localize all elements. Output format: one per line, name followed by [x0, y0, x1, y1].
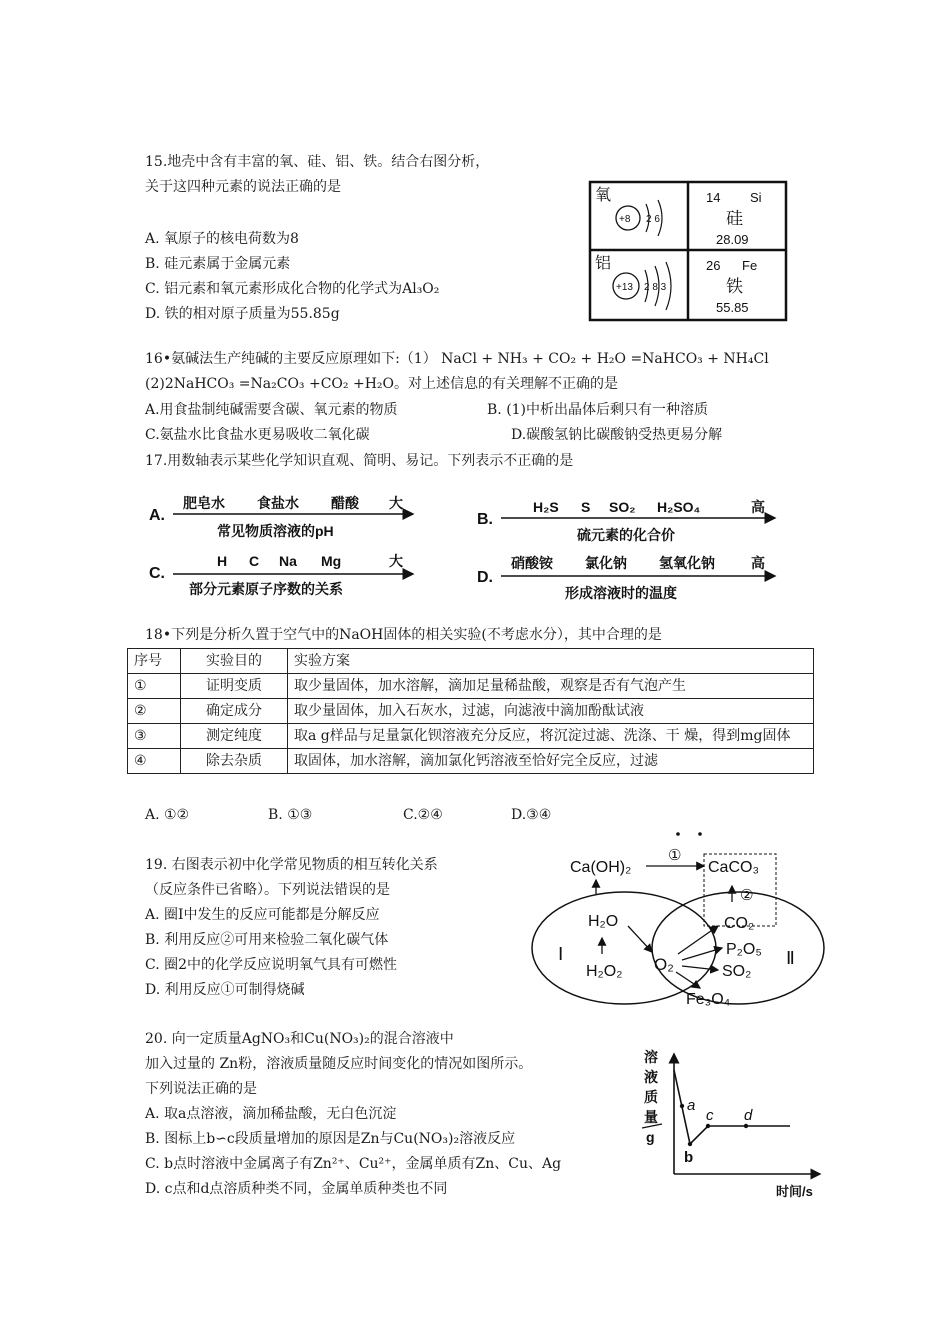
q19-option-a: A. 圈Ⅰ中发生的反应可能都是分解反应 — [145, 907, 380, 923]
axis-b-item-3: SO₂ — [609, 499, 636, 515]
header-index: 序号 — [128, 649, 181, 674]
experiment-table — [127, 648, 814, 774]
q20-option-c: C. b点时溶液中金属离子有Zn²⁺、Cu²⁺，金属单质有Zn、Cu、Ag — [145, 1156, 562, 1172]
axis-d-label: D. — [477, 569, 493, 586]
silicon-number: 14 — [706, 190, 721, 205]
q19-stem-line1: 19. 右图表示初中化学常见物质的相互转化关系 — [145, 857, 438, 873]
table-row — [128, 724, 814, 749]
aluminum-nucleus: +13 — [616, 282, 633, 293]
axis-a-item-3: 醋酸 — [331, 495, 359, 511]
q18-option-a: A. ①② — [145, 807, 190, 823]
axis-d-end: 高 — [751, 555, 765, 571]
header-purpose: 实验目的 — [181, 649, 288, 674]
ylabel-unit: g — [646, 1129, 655, 1145]
iron-mass: 55.85 — [716, 300, 749, 315]
p2o5-label: P₂O₅ — [726, 941, 762, 958]
ylabel-char-3: 质 — [644, 1089, 658, 1105]
silicon-symbol: Si — [750, 190, 762, 205]
q15-option-a: A. 氧原子的核电荷数为8 — [145, 231, 299, 247]
q16-option-c: C.氨盐水比食盐水更易吸收二氧化碳 — [145, 427, 370, 443]
axis-c-item-4: Mg — [321, 553, 342, 569]
aluminum-shells: 2 8 3 — [644, 282, 667, 293]
q18-stem: 18•下列是分析久置于空气中的NaOH固体的相关实验(不考虑水分），其中合理的是 — [145, 627, 662, 643]
q16-line1: 16•氨碱法生产纯碱的主要反应原理如下:（1） NaCl + NH₃ + CO₂ + H₂O =NaHCO₃ + NH₄Cl — [145, 351, 769, 367]
axis-d-caption: 形成溶液时的温度 — [565, 585, 677, 601]
q20-stem-line2: 加入过量的 Zn粉，溶液质量随反应时间变化的情况如图所示。 — [145, 1056, 533, 1072]
element-grid-figure — [588, 180, 788, 322]
q15-stem-line1: 15.地壳中含有丰富的氧、硅、铝、铁。结合右图分析， — [145, 154, 490, 170]
number-line-figure — [145, 486, 795, 606]
reaction-1-label: ① — [668, 847, 682, 864]
q19-stem-line2: （反应条件已省略）。下列说法错误的是 — [145, 882, 390, 898]
xlabel: 时间/s — [776, 1184, 813, 1199]
row-index: ② — [128, 699, 181, 724]
circle-1-label: Ⅰ — [558, 944, 564, 964]
point-c-label: c — [706, 1107, 714, 1124]
o2-label: O₂ — [654, 955, 674, 974]
oxygen-shells: 2 6 — [646, 214, 660, 225]
q16-line2: (2)2NaHCO₃ =Na₂CO₃ +CO₂ +H₂O。对上述信息的有关理解不正确的是 — [145, 376, 618, 392]
axis-d-item-3: 氢氧化钠 — [659, 555, 715, 571]
row-index: ③ — [128, 724, 181, 749]
iron-number: 26 — [706, 258, 721, 273]
q16-option-d: D.碳酸氢钠比碳酸钠受热更易分解 — [511, 427, 723, 443]
row-purpose: 证明变质 — [181, 674, 288, 699]
row-plan: 取a g样品与足量氯化钡溶液充分反应，将沉淀过滤、洗涤、干 燥，得到mg固体 — [288, 724, 814, 749]
point-b-label: b — [684, 1149, 694, 1166]
h2o2-label: H₂O₂ — [586, 963, 623, 980]
row-plan: 取少量固体，加水溶解，滴加足量稀盐酸，观察是否有气泡产生 — [288, 674, 814, 699]
table-header-row — [128, 649, 814, 674]
point-d-label: d — [744, 1107, 753, 1124]
q20-option-b: B. 图标上b∽c段质量增加的原因是Zn与Cu(NO₃)₂溶液反应 — [145, 1131, 516, 1147]
axis-a-label: A. — [149, 507, 165, 524]
axis-b-item-4: H₂SO₄ — [657, 499, 701, 515]
axis-c-label: C. — [149, 565, 165, 582]
q20-stem-line3: 下列说法正确的是 — [145, 1081, 257, 1097]
iron-name: 铁 — [726, 277, 743, 296]
row-purpose: 测定纯度 — [181, 724, 288, 749]
q16-option-a: A.用食盐制纯碱需要含碳、氧元素的物质 — [145, 402, 398, 418]
q18-option-c: C.②④ — [403, 807, 443, 823]
ylabel-char-2: 液 — [644, 1069, 658, 1085]
co2-label: CO₂ — [724, 915, 755, 932]
silicon-mass: 28.09 — [716, 232, 749, 247]
axis-a-item-2: 食盐水 — [257, 495, 299, 511]
table-row — [128, 699, 814, 724]
q15-option-c: C. 铝元素和氧元素形成化合物的化学式为Al₃O₂ — [145, 281, 440, 297]
caoh2-label: Ca(OH)₂ — [570, 859, 632, 876]
row-purpose: 除去杂质 — [181, 749, 288, 774]
fe3o4-label: Fe₃O₄ — [686, 991, 731, 1008]
point-a-label: a — [687, 1097, 696, 1114]
axis-d-item-1: 硝酸铵 — [511, 555, 553, 571]
ylabel-char-4: 量 — [644, 1109, 658, 1125]
table-row — [128, 749, 814, 774]
q19-option-b: B. 利用反应②可用来检验二氧化碳气体 — [145, 932, 389, 948]
row-index: ① — [128, 674, 181, 699]
axis-b-label: B. — [477, 511, 493, 528]
axis-b-item-1: H₂S — [533, 499, 559, 515]
axis-c-caption: 部分元素原子序数的关系 — [189, 581, 343, 597]
mass-time-graph — [640, 1040, 830, 1200]
table-row — [128, 674, 814, 699]
caco3-label: CaCO₃ — [708, 859, 759, 876]
axis-c-end: 大 — [389, 553, 403, 569]
axis-a-end: 大 — [389, 495, 403, 511]
axis-a-caption: 常见物质溶液的pH — [217, 523, 334, 539]
row-plan: 取少量固体，加入石灰水，过滤，向滤液中滴加酚酞试液 — [288, 699, 814, 724]
q18-option-b: B. ①③ — [268, 807, 313, 823]
q15-stem-line2: 关于这四种元素的说法正确的是 — [145, 179, 341, 195]
axis-b-caption: 硫元素的化合价 — [577, 527, 675, 543]
q15-option-b: B. 硅元素属于金属元素 — [145, 256, 291, 272]
silicon-name: 硅 — [726, 209, 743, 228]
row-index: ④ — [128, 749, 181, 774]
circle-2-label: Ⅱ — [786, 948, 795, 968]
ylabel-char-1: 溶 — [644, 1049, 658, 1065]
so2-label: SO₂ — [722, 963, 752, 980]
q18-option-d: D.③④ — [511, 807, 552, 823]
conversion-diagram — [528, 830, 828, 1008]
q17-stem: 17.用数轴表示某些化学知识直观、简明、易记。下列表示不正确的是 — [145, 453, 574, 469]
q19-option-d: D. 利用反应①可制得烧碱 — [145, 982, 305, 998]
q20-option-a: A. 取a点溶液，滴加稀盐酸，无白色沉淀 — [145, 1106, 397, 1122]
q19-option-c: C. 圈2中的化学反应说明氧气具有可燃性 — [145, 957, 398, 973]
oxygen-nucleus: +8 — [619, 214, 631, 225]
aluminum-name: 铝 — [595, 255, 612, 272]
axis-c-item-1: H — [217, 553, 228, 569]
h2o-label: H₂O — [588, 913, 619, 930]
axis-d-item-2: 氯化钠 — [585, 555, 627, 571]
q20-stem-line1: 20. 向一定质量AgNO₃和Cu(NO₃)₂的混合溶液中 — [145, 1031, 454, 1047]
q16-option-b: B. (1)中析出晶体后剩只有一种溶质 — [487, 402, 709, 418]
iron-symbol: Fe — [742, 258, 758, 273]
header-plan: 实验方案 — [288, 649, 814, 674]
axis-c-item-2: C — [249, 553, 260, 569]
axis-b-end: 高 — [751, 499, 765, 515]
axis-a-item-1: 肥皂水 — [183, 495, 225, 511]
axis-b-item-2: S — [581, 499, 591, 515]
axis-c-item-3: Na — [279, 553, 297, 569]
row-purpose: 确定成分 — [181, 699, 288, 724]
q20-option-d: D. c点和d点溶质种类不同，金属单质种类也不同 — [145, 1181, 448, 1197]
q15-option-d: D. 铁的相对原子质量为55.85g — [145, 306, 340, 322]
reaction-2-label: ② — [740, 887, 754, 904]
row-plan: 取固体，加水溶解，滴加氯化钙溶液至恰好完全反应，过滤 — [288, 749, 814, 774]
oxygen-name: 氧 — [595, 187, 612, 204]
